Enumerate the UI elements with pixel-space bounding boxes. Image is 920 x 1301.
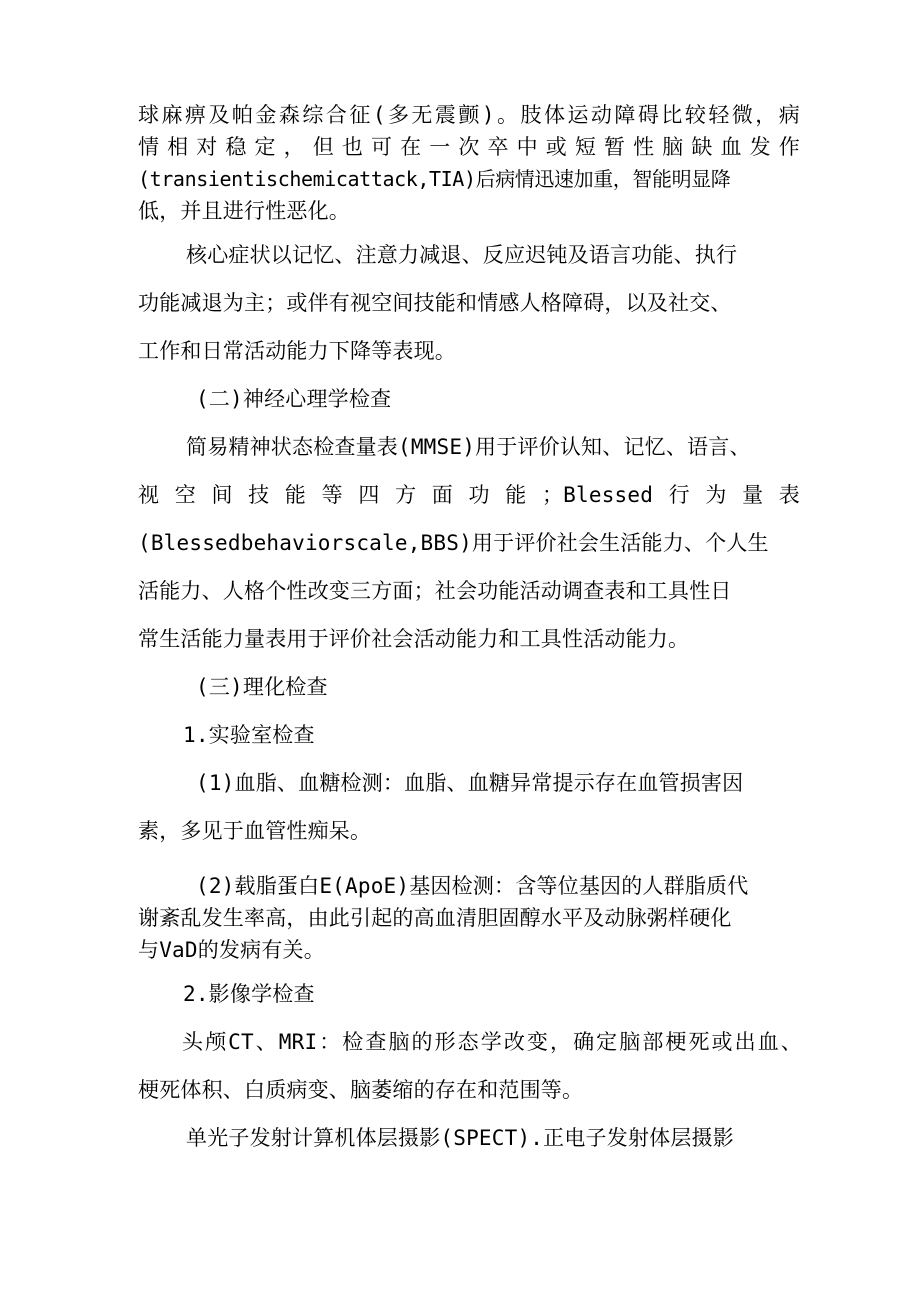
text-line: 低，并且进行性恶化。	[138, 199, 350, 223]
text-line: 梗死体积、白质病变、脑萎缩的存在和范围等。	[138, 1078, 584, 1102]
text-line: 与VaD的发病有关。	[138, 938, 325, 962]
section-heading-neuropsych: (二)神经心理学检查	[196, 387, 392, 411]
text-line: (2)载脂蛋白E(ApoE)基因检测：含等位基因的人群脂质代	[196, 874, 749, 898]
section-heading-lab: (三)理化检查	[196, 675, 328, 699]
text-line: 简易精神状态检查量表(MMSE)用于评价认知、记忆、语言、	[186, 435, 751, 459]
text-line: 核心症状以记忆、注意力减退、反应迟钝及语言功能、执行	[186, 243, 738, 267]
text-line: 球麻痹及帕金森综合征(多无震颤)。肢体运动障碍比较轻微，病	[138, 103, 800, 127]
text-line: (transientischemicattack,TIA)后病情迅速加重，智能明显降	[138, 167, 731, 191]
subsection-heading-lab-tests: 1.实验室检查	[183, 723, 315, 747]
text-line: 功能减退为主；或伴有视空间技能和情感人格障碍，以及社交、	[138, 291, 732, 315]
subsection-heading-imaging: 2.影像学检查	[183, 982, 315, 1006]
text-line: 视空间技能等四方面功能；Blessed行为量表	[138, 483, 800, 507]
text-line: 谢紊乱发生率高，由此引起的高血清胆固醇水平及动脉粥样硬化	[138, 906, 732, 930]
text-line: 活能力、人格个性改变三方面；社会功能活动调查表和工具性日	[138, 579, 732, 603]
text-line: (1)血脂、血糖检测：血脂、血糖异常提示存在血管损害因	[196, 771, 744, 795]
text-line: 工作和日常活动能力下降等表现。	[138, 339, 456, 363]
text-line: 情相对稳定，但也可在一次卒中或短暂性脑缺血发作	[138, 135, 800, 159]
text-line: (Blessedbehaviorscale,BBS)用于评价社会生活能力、个人生	[138, 531, 769, 555]
text-line: 常生活能力量表用于评价社会活动能力和工具性活动能力。	[138, 627, 690, 651]
text-line: 头颅CT、MRI：检查脑的形态学改变，确定脑部梗死或出血、	[182, 1030, 802, 1054]
text-line: 素，多见于血管性痴呆。	[138, 819, 372, 843]
text-line: 单光子发射计算机体层摄影(SPECT).正电子发射体层摄影	[186, 1126, 734, 1150]
